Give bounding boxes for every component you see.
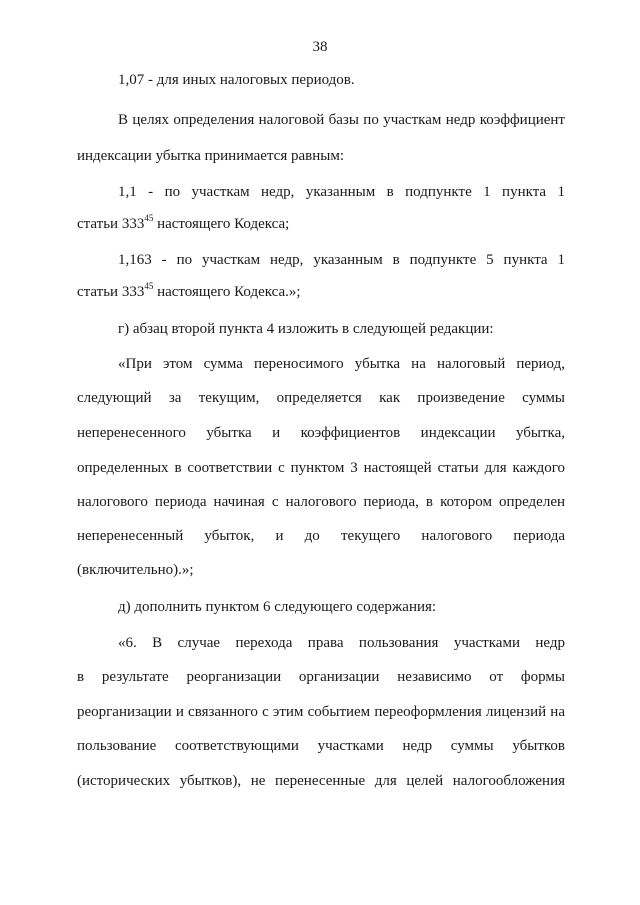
text-line: индексации убытка принимается равным: [77, 148, 344, 164]
text-line: следующий за текущим, определяется как произведение суммы [77, 390, 565, 406]
article-reference [77, 282, 565, 302]
text-line: определенных в соответствии с пунктом 3 настоящей статьи для каждого [77, 460, 565, 476]
text-line: (исторических убытков), не перенесенные для целей налогообложения [77, 773, 565, 789]
article-ref-text: статьи 333 [77, 216, 145, 232]
text-line: в результате реорганизации организации независимо от формы [77, 669, 565, 685]
article-ref-text: настоящего Кодекса; [153, 216, 290, 232]
text-line: 1,1 - по участкам недр, указанным в подпункте 1 пункта 1 [118, 184, 565, 200]
text-line: 1,07 - для иных налоговых периодов. [118, 72, 355, 88]
text-line: (включительно).»; [77, 562, 194, 578]
text-line: д) дополнить пунктом 6 следующего содержания: [118, 599, 437, 615]
text-line: г) абзац второй пункта 4 изложить в следующей редакции: [118, 321, 494, 337]
text-line: В целях определения налоговой базы по участкам недр коэффициент [118, 112, 565, 128]
article-ref-text: настоящего Кодекса.»; [153, 284, 301, 300]
article-ref-superscript: 45 [144, 281, 154, 291]
article-ref-superscript: 45 [144, 213, 154, 223]
text-line: реорганизации и связанного с этим событием переоформления лицензий на [77, 704, 565, 720]
text-line: 1,163 - по участкам недр, указанным в подпункте 5 пункта 1 [118, 252, 565, 268]
article-ref-text: статьи 333 [77, 284, 145, 300]
text-line: «При этом сумма переносимого убытка на налоговый период, [118, 356, 565, 372]
text-line: налогового периода начиная с налогового периода, в котором определен [77, 494, 565, 510]
text-line: неперенесенного убытка и коэффициентов индексации убытка, [77, 425, 565, 441]
page-number: 38 [312, 39, 328, 55]
text-line: неперенесенный убыток, и до текущего налогового периода [77, 528, 565, 544]
text-line: пользование соответствующими участками недр суммы убытков [77, 738, 565, 754]
article-reference [77, 214, 565, 234]
text-line: «6. В случае перехода права пользования участками недр [118, 635, 565, 651]
